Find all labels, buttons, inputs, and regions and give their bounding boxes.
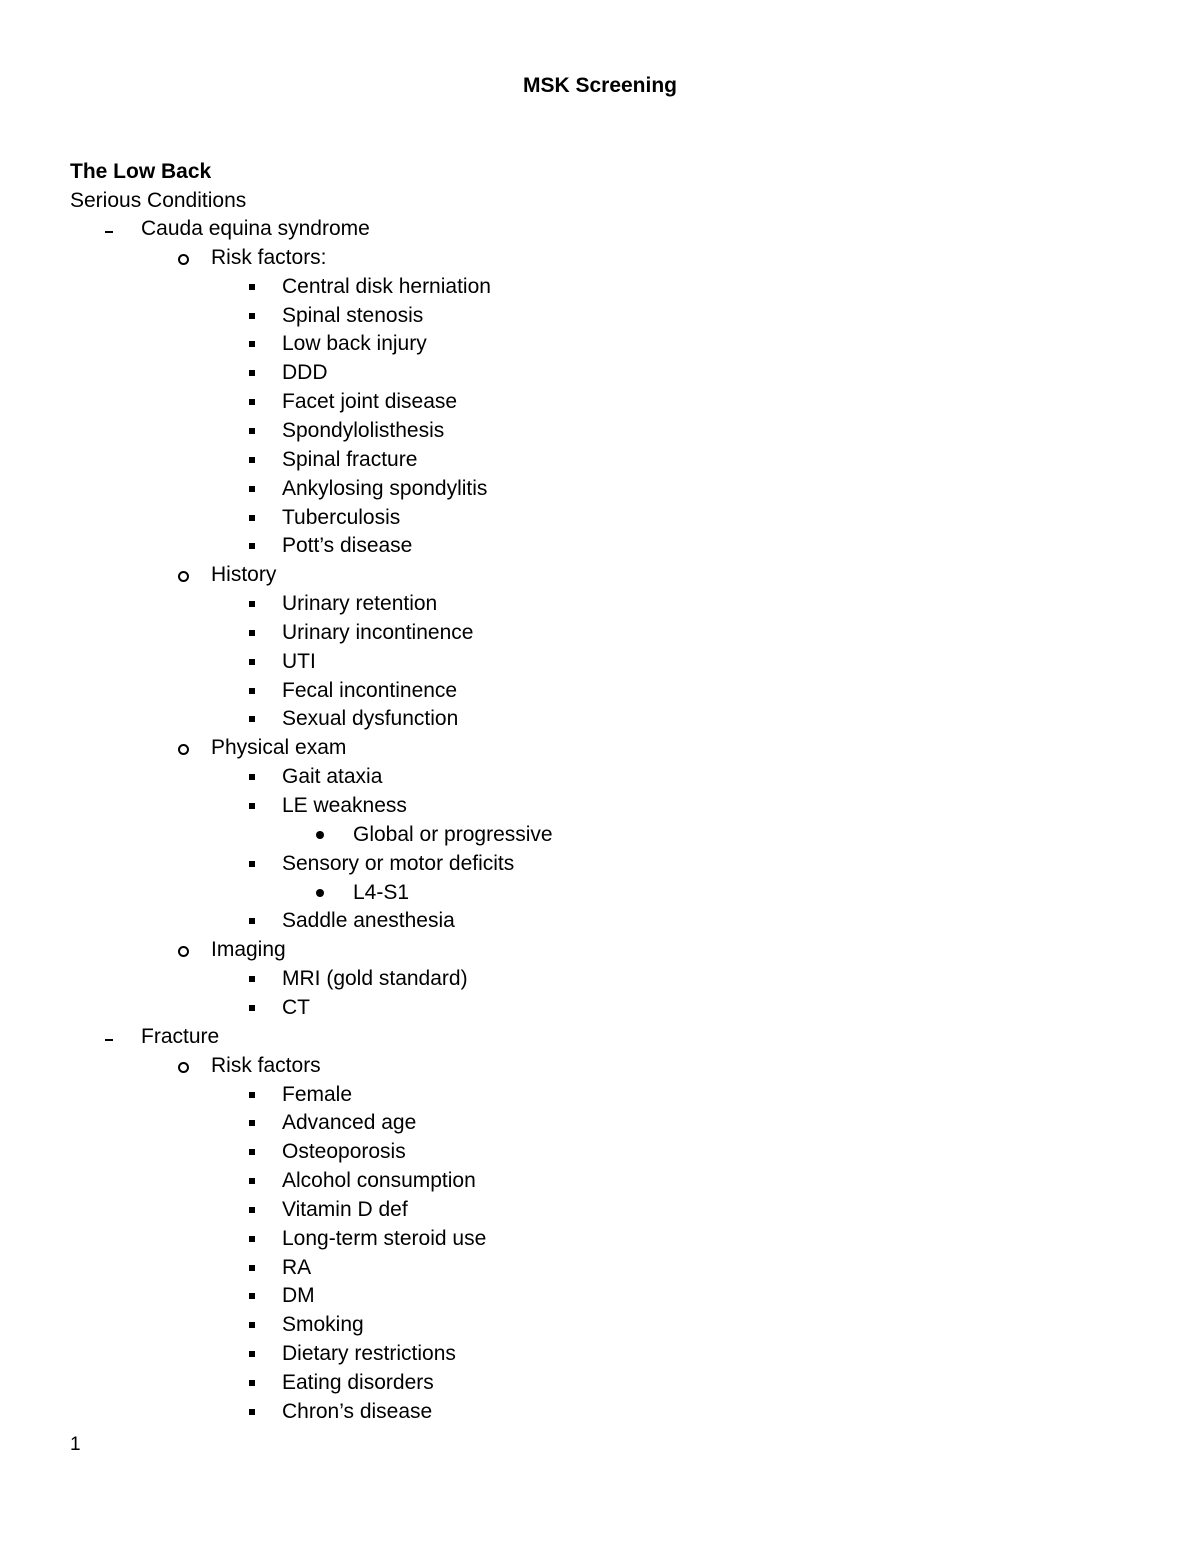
square-bullet-icon xyxy=(249,630,255,636)
square-bullet-icon xyxy=(249,543,255,549)
list-item-text: UTI xyxy=(282,649,316,673)
list-item-text: Facet joint disease xyxy=(282,390,458,414)
square-bullet-icon xyxy=(249,1236,255,1242)
list-item xyxy=(282,648,316,676)
list-item xyxy=(282,590,437,618)
list-item xyxy=(211,936,286,964)
list-item-text: Osteoporosis xyxy=(282,1140,406,1164)
list-item xyxy=(282,965,468,993)
list-item-text: Low back injury xyxy=(282,332,427,356)
list-item xyxy=(211,1052,321,1080)
circle-bullet-icon xyxy=(178,744,189,755)
list-item-text: Fecal incontinence xyxy=(282,678,458,702)
square-bullet-icon xyxy=(249,803,255,809)
square-bullet-icon xyxy=(249,659,255,665)
circle-bullet-icon xyxy=(178,1062,189,1073)
list-item-text: Spinal fracture xyxy=(282,447,418,471)
square-bullet-icon xyxy=(249,918,255,924)
list-item xyxy=(282,1109,416,1137)
list-item xyxy=(282,273,491,301)
list-item xyxy=(282,907,455,935)
list-item-text: Eating disorders xyxy=(282,1371,434,1394)
dot-bullet-icon xyxy=(316,831,324,839)
square-bullet-icon xyxy=(249,976,255,982)
dash-bullet-icon xyxy=(105,231,113,233)
circle-bullet-icon xyxy=(178,254,189,265)
list-item xyxy=(282,1138,406,1166)
list-item xyxy=(282,677,457,705)
list-item xyxy=(282,1254,311,1282)
list-item-text: DDD xyxy=(282,361,328,385)
list-item-text: Smoking xyxy=(282,1313,364,1337)
list-item xyxy=(282,705,458,733)
dash-bullet-icon xyxy=(105,1039,113,1041)
square-bullet-icon xyxy=(249,313,255,319)
square-bullet-icon xyxy=(249,1092,255,1098)
list-item-text: L4-S1 xyxy=(353,880,410,904)
square-bullet-icon xyxy=(249,1120,255,1126)
square-bullet-icon xyxy=(249,341,255,347)
list-item-text: Vitamin D def xyxy=(282,1197,408,1221)
list-item-text: Saddle anesthesia xyxy=(282,909,455,933)
list-item xyxy=(282,1340,456,1368)
list-item xyxy=(353,879,409,907)
dot-bullet-icon xyxy=(316,889,324,897)
list-item xyxy=(282,1081,352,1109)
square-bullet-icon xyxy=(249,688,255,694)
list-item-text: RA xyxy=(282,1255,312,1279)
list-item xyxy=(282,1282,315,1310)
list-item-text: LE weakness xyxy=(282,794,407,817)
square-bullet-icon xyxy=(249,774,255,780)
list-item-text: Physical exam xyxy=(211,736,347,760)
list-item xyxy=(282,302,423,330)
square-bullet-icon xyxy=(249,1293,255,1299)
list-item-text: History xyxy=(211,563,277,587)
square-bullet-icon xyxy=(249,1380,255,1386)
list-item-text: Advanced age xyxy=(282,1111,417,1135)
list-item xyxy=(282,446,417,474)
list-item xyxy=(282,1225,486,1253)
subheading: Serious Conditions xyxy=(70,189,247,212)
list-item-text: Risk factors xyxy=(211,1053,321,1077)
circle-bullet-icon xyxy=(178,946,189,957)
list-item xyxy=(282,1167,476,1195)
square-bullet-icon xyxy=(249,486,255,492)
list-item-text: Central disk herniation xyxy=(282,274,491,298)
list-item xyxy=(282,1398,432,1426)
list-item-text: Sensory or motor deficits xyxy=(282,851,515,875)
square-bullet-icon xyxy=(249,457,255,463)
square-bullet-icon xyxy=(249,1149,255,1155)
list-item-text: Global or progressive xyxy=(353,822,553,846)
square-bullet-icon xyxy=(249,1005,255,1011)
list-item xyxy=(282,792,407,820)
list-item xyxy=(282,330,427,358)
circle-bullet-icon xyxy=(178,571,189,582)
section-heading: The Low Back xyxy=(70,160,212,183)
square-bullet-icon xyxy=(249,601,255,607)
list-item-text: MRI (gold standard) xyxy=(282,967,468,991)
square-bullet-icon xyxy=(249,861,255,867)
square-bullet-icon xyxy=(249,1322,255,1328)
list-item-text: Spinal stenosis xyxy=(282,303,424,327)
list-item xyxy=(282,532,412,560)
square-bullet-icon xyxy=(249,515,255,521)
document-title: MSK Screening xyxy=(522,74,678,97)
square-bullet-icon xyxy=(249,284,255,290)
page-number: 1 xyxy=(70,1434,81,1455)
square-bullet-icon xyxy=(249,1351,255,1357)
list-item-text: Spondylolisthesis xyxy=(282,418,445,442)
list-item xyxy=(141,1023,219,1051)
list-item-text: Urinary incontinence xyxy=(282,620,474,644)
list-item-text: Fracture xyxy=(141,1024,220,1048)
list-item-text: Gait ataxia xyxy=(282,765,383,789)
list-item-text: Ankylosing spondylitis xyxy=(282,476,488,500)
square-bullet-icon xyxy=(249,399,255,405)
list-item xyxy=(282,619,473,647)
list-item xyxy=(211,561,276,589)
list-item xyxy=(282,850,514,878)
list-item-text: Long-term steroid use xyxy=(282,1226,487,1250)
list-item xyxy=(141,215,370,243)
square-bullet-icon xyxy=(249,370,255,376)
list-item xyxy=(353,821,553,849)
list-item-text: Risk factors: xyxy=(211,245,327,269)
square-bullet-icon xyxy=(249,428,255,434)
list-item xyxy=(282,1311,364,1339)
list-item xyxy=(211,734,346,762)
square-bullet-icon xyxy=(249,1265,255,1271)
list-item-text: Sexual dysfunction xyxy=(282,707,459,731)
square-bullet-icon xyxy=(249,716,255,722)
square-bullet-icon xyxy=(249,1207,255,1213)
list-item-text: CT xyxy=(282,995,310,1019)
list-item xyxy=(211,244,327,272)
list-item xyxy=(282,388,457,416)
list-item xyxy=(282,359,328,387)
list-item-text: Imaging xyxy=(211,938,286,962)
list-item xyxy=(282,417,444,445)
list-item-text: Pott’s disease xyxy=(282,534,413,558)
list-item-text: Alcohol consumption xyxy=(282,1169,476,1193)
list-item xyxy=(282,1369,434,1397)
list-item-text: DM xyxy=(282,1284,315,1308)
list-item-text: Chron’s disease xyxy=(282,1399,433,1423)
list-item xyxy=(282,1196,408,1224)
list-item-text: Tuberculosis xyxy=(282,505,401,529)
list-item-text: Urinary retention xyxy=(282,592,438,616)
list-item-text: Dietary restrictions xyxy=(282,1342,456,1366)
square-bullet-icon xyxy=(249,1178,255,1184)
list-item-text: Female xyxy=(282,1082,353,1106)
list-item-text: Cauda equina syndrome xyxy=(141,217,370,240)
list-item xyxy=(282,475,487,503)
square-bullet-icon xyxy=(249,1409,255,1415)
list-item xyxy=(282,763,382,791)
list-item xyxy=(282,504,400,532)
list-item xyxy=(282,994,310,1022)
